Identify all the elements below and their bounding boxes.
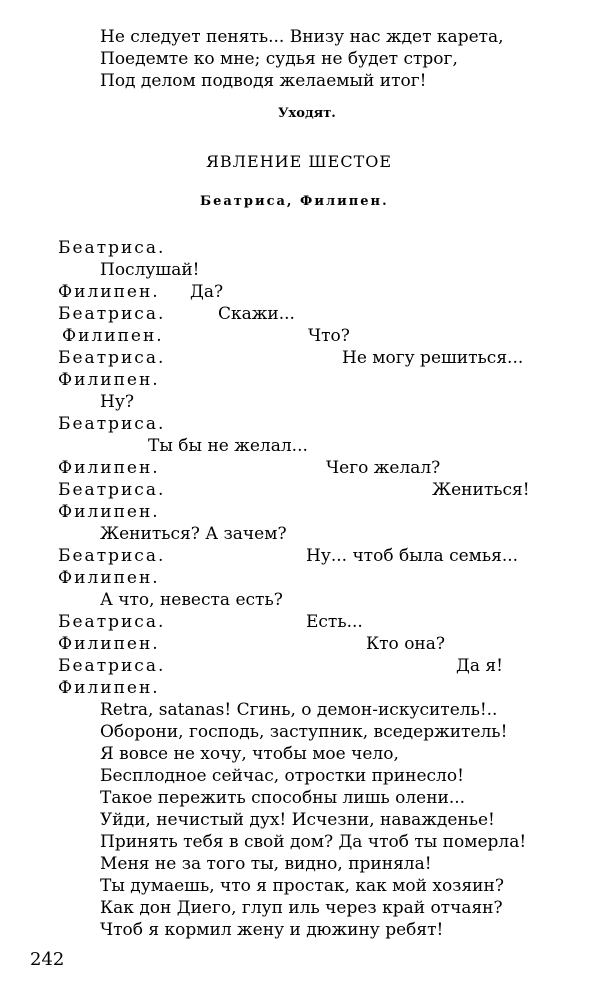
page-number: 242 (30, 949, 65, 970)
verse-line: Ты думаешь, что я простак, как мой хозяин? (100, 876, 504, 896)
scene-characters: Беатриса, Филипен. (200, 194, 389, 209)
verse-line: Бесплодное сейчас, отростки принесло! (100, 766, 464, 786)
dialogue-text: Жениться? А зачем? (100, 524, 287, 544)
dialogue-text: Жениться! (432, 480, 530, 500)
verse-line: Принять тебя в свой дом? Да чтоб ты померла! (100, 832, 527, 852)
dialogue-text: Да я! (456, 656, 503, 676)
dialogue-text: Скажи... (218, 304, 295, 324)
dialogue-text: Не могу решиться... (342, 348, 524, 368)
speaker-label: Беатриса. (58, 238, 166, 258)
dialogue-text: Ну... чтоб была семья... (306, 546, 519, 566)
dialogue-text: А что, невеста есть? (100, 590, 283, 610)
verse-line: Меня не за того ты, видно, приняла! (100, 854, 432, 874)
stage-direction: Уходят. (278, 106, 336, 121)
dialogue-text: Послушай! (100, 260, 200, 280)
verse-line: Как дон Диего, глуп иль через край отчаян? (100, 898, 503, 918)
dialogue-text: Что? (308, 326, 350, 346)
verse-line: Уйди, нечистый дух! Исчезни, наважденье! (100, 810, 495, 830)
verse-line: Оборони, господь, заступник, вседержитель! (100, 722, 508, 742)
verse-line: Не следует пенять... Внизу нас ждет карета, (100, 27, 504, 47)
speaker-label: Филипен. (58, 458, 160, 478)
scene-title: ЯВЛЕНИЕ ШЕСТОЕ (206, 152, 393, 171)
dialogue-text: Кто она? (366, 634, 446, 654)
dialogue-text: Чего желал? (326, 458, 441, 478)
speaker-label: Филипен. (58, 678, 160, 698)
speaker-label: Филипен. (58, 370, 160, 390)
speaker-label: Беатриса. (58, 414, 166, 434)
speaker-label: Беатриса. (58, 546, 166, 566)
speaker-label: Беатриса. (58, 656, 166, 676)
speaker-label: Филипен. (62, 326, 164, 346)
verse-line: Поедемте ко мне; судья не будет строг, (100, 49, 458, 69)
speaker-label: Беатриса. (58, 480, 166, 500)
speaker-label: Филипен. (58, 502, 160, 522)
speaker-label: Филипен. (58, 634, 160, 654)
dialogue-text: Ты бы не желал... (148, 436, 308, 456)
verse-line: Под делом подводя желаемый итог! (100, 71, 427, 91)
speaker-label: Беатриса. (58, 348, 166, 368)
verse-line: Retra, satanas! Сгинь, о демон-искуситель!.. (100, 700, 498, 720)
dialogue-text: Да? (190, 282, 224, 302)
speaker-label: Беатриса. (58, 612, 166, 632)
dialogue-text: Ну? (100, 392, 134, 412)
verse-line: Такое пережить способны лишь олени... (100, 788, 466, 808)
verse-line: Я вовсе не хочу, чтобы мое чело, (100, 744, 399, 764)
speaker-label: Филипен. (58, 568, 160, 588)
verse-line: Чтоб я кормил жену и дюжину ребят! (100, 920, 444, 940)
dialogue-text: Есть... (306, 612, 363, 632)
speaker-label: Филипен. (58, 282, 160, 302)
speaker-label: Беатриса. (58, 304, 166, 324)
